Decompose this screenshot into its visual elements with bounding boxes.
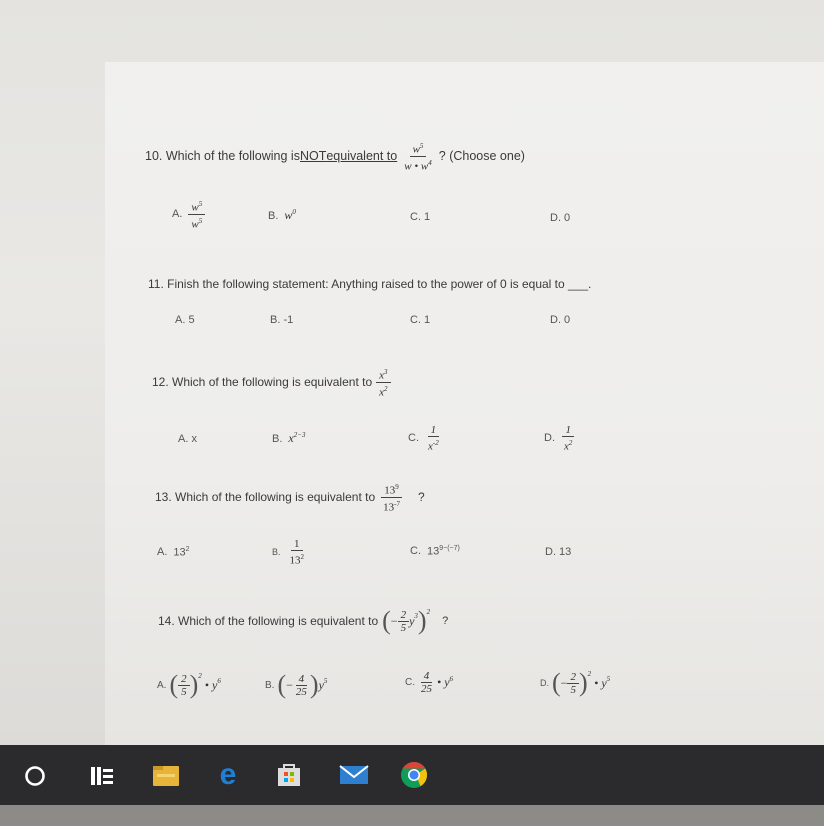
question-10-text-after: equivalent to (326, 149, 398, 164)
q14d-num: 2 (567, 671, 579, 684)
q12b-sup: 2−3 (293, 431, 306, 439)
question-14-expression (382, 608, 430, 634)
q14-option-b[interactable] (265, 672, 327, 698)
q12-option-d[interactable] (544, 424, 575, 453)
q14-option-d[interactable] (540, 670, 610, 696)
mail-icon[interactable] (338, 763, 370, 787)
q14b-open-paren: ( (277, 670, 287, 699)
q12-expr-num-sup: 3 (384, 368, 388, 376)
q12c-den: x (428, 440, 433, 453)
q11-option-b[interactable]: B. -1 (270, 314, 294, 326)
question-10-suffix: ? (Choose one) (438, 149, 525, 164)
q13-expr-den-sup: -7 (394, 499, 400, 508)
q14-outer-sup: 2 (426, 608, 431, 616)
q14-expr-den: 5 (400, 621, 407, 634)
q13-expr-num-sup: 9 (395, 483, 399, 491)
edge-icon[interactable] (212, 759, 244, 791)
q13-option-a-letter: A. (157, 546, 168, 559)
windows-taskbar (0, 745, 824, 805)
question-13-text: 13. Which of the following is equivalent to (155, 490, 376, 505)
q14d-close-paren: ) (578, 668, 588, 697)
q14c-den: 25 (421, 683, 432, 695)
q14d-open-paren: ( (552, 668, 561, 697)
q10a-den: w (191, 218, 199, 231)
q14d-sup: 2 (587, 670, 592, 678)
q14a-var-sup: 6 (217, 677, 221, 685)
question-10-expression (401, 140, 435, 172)
q10-expr-num-sup: 5 (419, 142, 424, 150)
q12d-den-sup: 2 (568, 439, 573, 447)
q10-option-a-expr (188, 198, 205, 230)
q10-option-d[interactable]: D. 0 (550, 212, 571, 224)
q14-expr-num: 2 (398, 609, 410, 622)
q14a-num: 2 (178, 673, 190, 686)
q10-option-a-letter: A. (172, 208, 183, 221)
q14b-den: 25 (295, 685, 307, 698)
q14-sign: − (390, 613, 398, 628)
q14-var-sup: 3 (414, 612, 418, 620)
svg-text:e: e (219, 760, 237, 790)
question-13-expression (380, 481, 403, 513)
q12-option-c-expr (425, 424, 442, 453)
q14c-num: 4 (421, 670, 433, 683)
monitor-bezel (0, 805, 824, 826)
q13-option-d[interactable]: D. 13 (545, 546, 572, 558)
q13b-den: 13 (289, 554, 301, 567)
q14a-var: • y (204, 677, 218, 692)
q11-option-a[interactable]: A. 5 (175, 314, 195, 326)
question-12-expression (376, 366, 390, 398)
task-view-icon[interactable] (88, 763, 116, 789)
q14-close-paren: ) (417, 606, 427, 635)
q14d-sign: − (560, 675, 568, 690)
q12-expr-den: x (379, 386, 385, 399)
question-13 (155, 481, 425, 513)
q14-option-d-letter: D. (540, 678, 549, 688)
q10-expr-den: w • w (404, 160, 429, 173)
q14c-var: • y (437, 675, 450, 689)
q14b-sign: − (286, 677, 293, 692)
q13a-sup: 2 (185, 546, 190, 553)
q13-option-c[interactable] (410, 545, 460, 558)
q13b-num: 1 (291, 538, 303, 551)
q14-var: y (409, 613, 415, 628)
q12-option-c-letter: C. (408, 432, 419, 445)
question-12-text: 12. Which of the following is equivalent to (152, 375, 373, 390)
q11-option-d[interactable]: D. 0 (550, 314, 571, 326)
q14b-var-sup: 5 (323, 677, 328, 685)
question-12 (152, 366, 391, 398)
q10-option-a[interactable] (172, 198, 205, 230)
q12b-base: x (288, 431, 294, 445)
q14d-var-sup: 5 (606, 675, 611, 683)
q13-option-a[interactable] (157, 546, 190, 559)
q12-option-a[interactable]: A. x (178, 433, 197, 445)
q14a-den: 5 (181, 685, 187, 698)
q12-option-d-letter: D. (544, 432, 555, 445)
question-14-text: 14. Which of the following is equivalent to (158, 614, 379, 628)
q13-expr-num: 13 (384, 484, 396, 497)
q14-option-c-letter: C. (405, 677, 415, 688)
q12-option-b-letter: B. (272, 432, 283, 445)
q14b-var: y (318, 677, 324, 692)
q10a-den-sup: 5 (198, 216, 203, 225)
q12c-den-sup: -2 (432, 439, 439, 447)
start-icon[interactable] (22, 763, 48, 789)
q13-option-b-letter: B. (272, 547, 281, 558)
q12-option-b[interactable] (272, 431, 305, 446)
q14a-sup: 2 (198, 672, 202, 680)
q14d-den: 5 (570, 683, 576, 696)
q12d-den: x (564, 440, 569, 453)
q13a-base: 13 (173, 546, 186, 559)
q13-option-c-letter: C. (410, 545, 421, 558)
q14-open-paren: ( (382, 606, 391, 635)
question-11: 11. Finish the following statement: Anything raised to the power of 0 is equal to ___. (148, 277, 592, 291)
q12-expr-num: x (379, 369, 385, 382)
q14b-num: 4 (296, 673, 308, 686)
q14a-close-paren: ) (189, 670, 199, 699)
q10-expr-den-sup: 4 (428, 158, 432, 167)
store-icon[interactable] (274, 761, 304, 789)
q10-option-b[interactable] (268, 208, 296, 223)
q14-option-c[interactable] (405, 670, 453, 695)
q10-option-b-letter: B. (268, 209, 279, 222)
q14-option-b-letter: B. (265, 679, 275, 691)
file-explorer-icon[interactable] (150, 761, 182, 789)
question-13-suffix: ? (417, 490, 425, 505)
question-14 (158, 608, 448, 634)
q14-option-a[interactable] (157, 672, 221, 698)
q14b-close-paren: ) (309, 670, 319, 699)
q10b-base: w (284, 208, 293, 222)
q12-option-c[interactable] (408, 424, 442, 453)
q14c-var-sup: 6 (449, 675, 454, 683)
q14d-var: • y (594, 675, 607, 690)
q10b-sup: 0 (292, 208, 296, 216)
question-10-not: NOT (299, 149, 327, 164)
q10-option-c[interactable]: C. 1 (410, 211, 431, 223)
q14-option-a-letter: A. (157, 679, 167, 691)
q11-option-c[interactable]: C. 1 (410, 314, 431, 326)
q12c-num: 1 (428, 424, 440, 437)
question-10 (145, 140, 525, 172)
q13-expr-den: 13 (383, 501, 395, 514)
q12-expr-den-sup: 2 (384, 384, 388, 393)
q13c-sup: 9−(−7) (439, 545, 460, 552)
q12-option-d-expr (561, 424, 575, 453)
q13b-den-sup: 2 (300, 553, 305, 561)
q13-option-b[interactable] (272, 538, 307, 567)
q10a-num: w (191, 201, 199, 214)
q13-option-b-expr (287, 538, 308, 567)
question-14-suffix: ? (442, 615, 449, 627)
chrome-icon[interactable] (398, 759, 430, 791)
q10a-num-sup: 5 (198, 200, 203, 208)
question-10-text-before: 10. Which of the following is (145, 149, 300, 164)
q12d-num: 1 (562, 424, 574, 437)
q10-expr-num: w (412, 143, 420, 156)
q14a-open-paren: ( (169, 670, 179, 699)
q13c-base: 13 (427, 545, 440, 558)
